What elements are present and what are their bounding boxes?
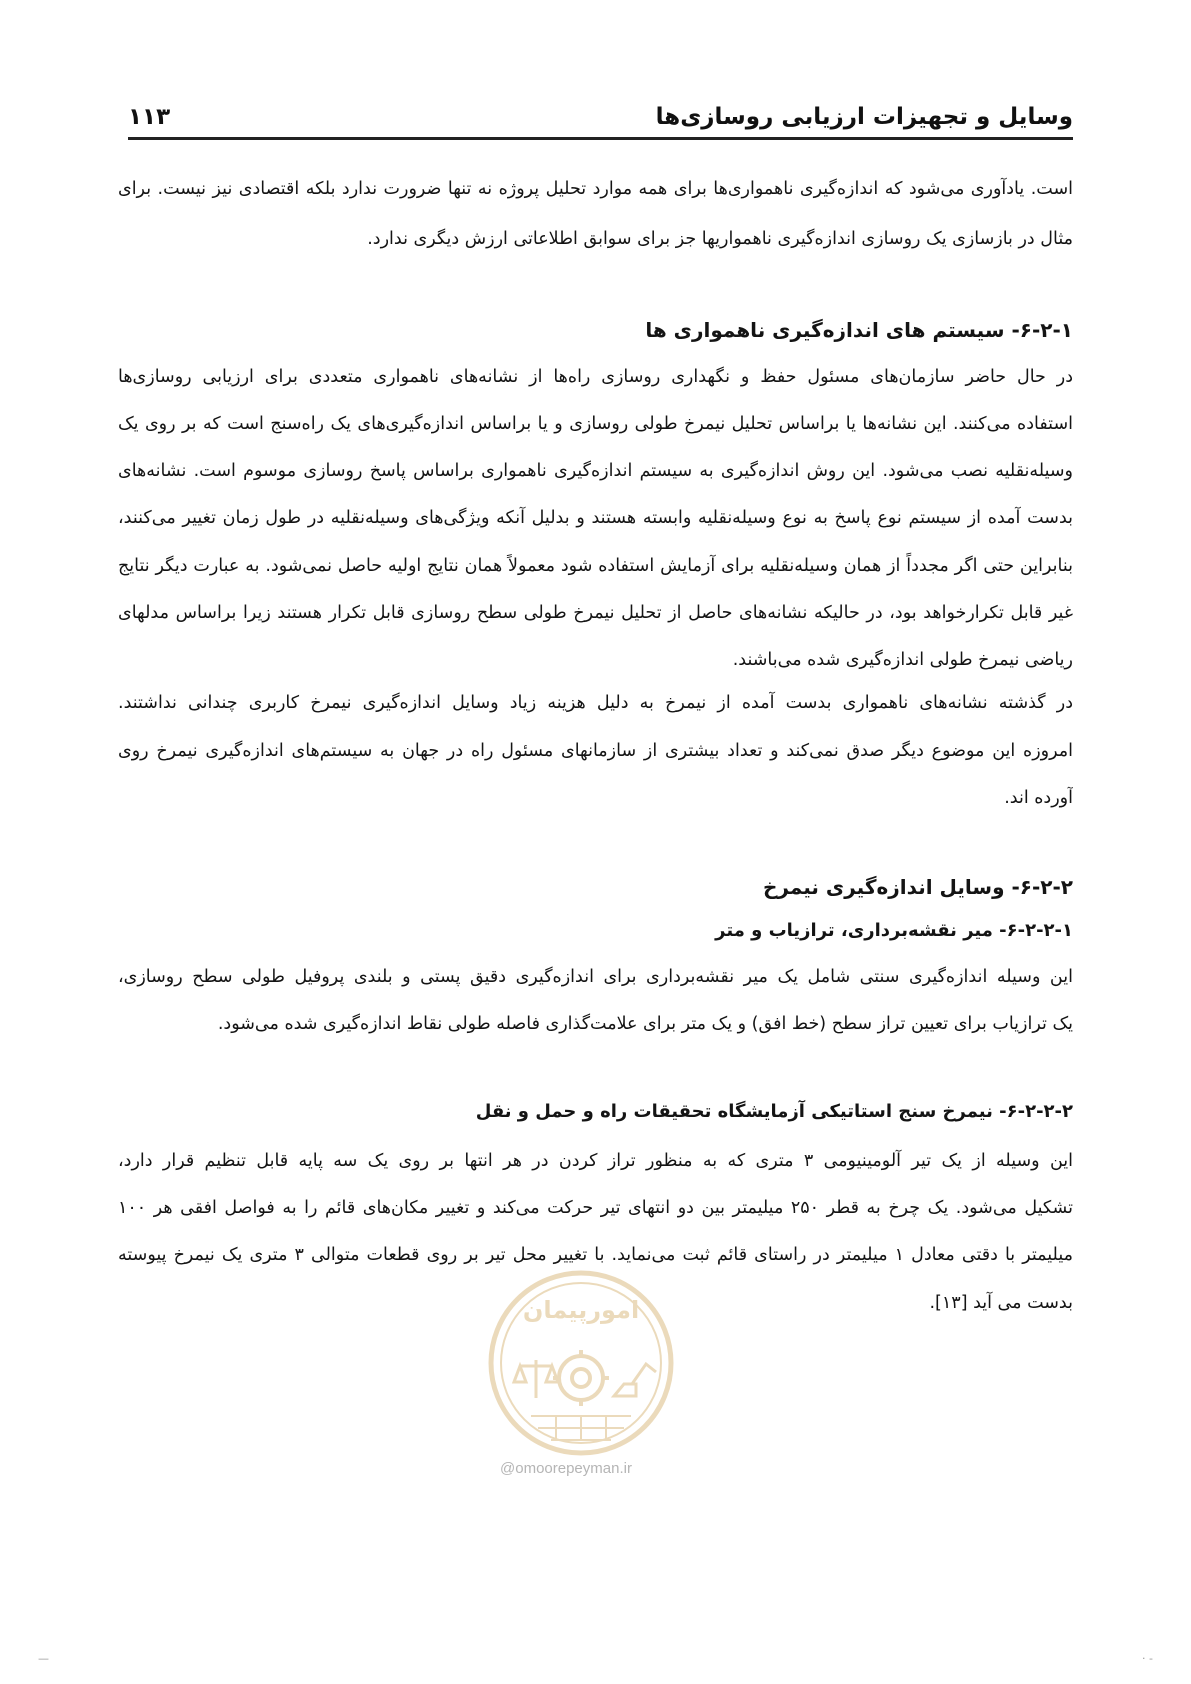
text-line: وسیله‌نقلیه نصب می‌شود. این روش اندازه‌گیری به سیستم اندازه‌گیری ناهمواری براساس پاسخ روسازی موسوم است. نشانه‌های xyxy=(118,461,1073,481)
brick-wall-icon xyxy=(531,1416,631,1440)
subsection-heading: ۶-۲-۲-۱- میر نقشه‌برداری، ترازیاب و متر xyxy=(715,920,1073,941)
text-line: بنابراین حتی اگر مجدداً از همان وسیله‌نقلیه برای آزمایش استفاده شود معمولاً همان نتایج اولیه حاصل نمی‌شود. به عبارت دیگر نتایج xyxy=(118,556,1073,576)
text-line: غیر قابل تکرارخواهد بود، در حالیکه نشانه‌های حاصل از تحلیل نیمرخ طولی سطح روسازی قابل تکرار هستند زیرا براساس مدلهای xyxy=(118,603,1073,623)
text-line: آورده اند. xyxy=(1004,788,1073,808)
scales-icon xyxy=(514,1360,558,1398)
text-line: این وسیله از یک تیر آلومینیومی ۳ متری که به منظور تراز کردن در هر انتها بر روی یک سه پایه قابل تنظیم قرار دارد، xyxy=(118,1151,1073,1171)
header-rule xyxy=(128,137,1073,140)
page-header xyxy=(128,100,1073,140)
seal-logo-text: امورپیمان xyxy=(522,1296,640,1324)
text-line: در گذشته نشانه‌های ناهمواری بدست آمده از نیمرخ به دلیل هزینه زیاد وسایل اندازه‌گیری نیمرخ کاربری چندانی نداشتند. xyxy=(118,693,1073,713)
watermark-seal xyxy=(486,1268,676,1458)
text-line: تشکیل می‌شود. یک چرخ به قطر ۲۵۰ میلیمتر بین دو انتهای تیر حرکت می‌کند و تغییر مکان‌های قائم را به فواصل افقی هر ۱۰۰ xyxy=(118,1198,1073,1218)
subsection-heading: ۶-۲-۲-۲- نیمرخ سنج استاتیکی آزمایشگاه تحقیقات راه و حمل و نقل xyxy=(475,1101,1073,1122)
scan-mark: — xyxy=(38,1652,49,1665)
section-heading: ۶-۲-۲- وسایل اندازه‌گیری نیمرخ xyxy=(763,875,1073,899)
gear-icon xyxy=(553,1350,609,1406)
text-line: این وسیله اندازه‌گیری سنتی شامل یک میر نقشه‌برداری برای اندازه‌گیری دقیق پستی و بلندی پروفیل طولی سطح روسازی، xyxy=(118,967,1073,987)
text-line: استفاده می‌کنند. این نشانه‌ها یا براساس تحلیل نیمرخ طولی روسازی و یا براساس اندازه‌گیری‌های یک راه‌سنج است که بر روی یک xyxy=(118,414,1073,434)
text-line: است. یادآوری می‌شود که اندازه‌گیری ناهمواری‌ها برای همه موارد تحلیل پروژه نه تنها ضرورت ندارد بلکه اقتصادی نیز نیست. برای xyxy=(118,179,1073,199)
text-line: امروزه این موضوع دیگر صدق نمی‌کند و تعداد بیشتری از سازمانهای مسئول راه در جهان به سیستم‌های اندازه‌گیری نیمرخ روی xyxy=(118,741,1073,761)
text-line: مثال در بازسازی یک روسازی اندازه‌گیری ناهمواریها جز برای سوابق اطلاعاتی ارزش دیگری ندارد. xyxy=(367,229,1073,249)
scan-mark: - · xyxy=(1142,1652,1153,1665)
excavator-icon xyxy=(614,1364,656,1396)
text-line: بدست می آید [۱۳]. xyxy=(929,1293,1073,1313)
text-line: در حال حاضر سازمان‌های مسئول حفظ و نگهداری روسازی راه‌ها از نشانه‌های ناهمواری متعددی برای ارزیابی روسازی‌ها xyxy=(118,367,1073,387)
text-line: یک ترازیاب برای تعیین تراز سطح (خط افق) و یک متر برای علامت‌گذاری فاصله طولی نقاط اندازه‌گیری شده می‌شود. xyxy=(217,1014,1073,1034)
running-title: وسایل و تجهیزات ارزیابی روسازی‌ها xyxy=(655,104,1073,130)
page-number: ۱۱۳ xyxy=(128,104,171,130)
watermark-url: @omoorepeyman.ir xyxy=(500,1460,632,1477)
section-heading: ۶-۲-۱- سیستم های اندازه‌گیری ناهمواری ها xyxy=(645,318,1073,342)
text-line: ریاضی نیمرخ طولی اندازه‌گیری شده می‌باشند. xyxy=(732,650,1073,670)
text-line: میلیمتر با دقتی معادل ۱ میلیمتر در راستای قائم ثبت می‌نماید. با تغییر محل تیر بر روی قطعات متوالی ۳ متری یک نیمرخ پیوسته xyxy=(118,1245,1073,1265)
text-line: بدست آمده از سیستم نوع پاسخ به نوع وسیله‌نقلیه وابسته هستند و بدلیل آنکه ویژگی‌های وسیله‌نقلیه در طول زمان تغییر می‌کنند، xyxy=(118,508,1073,528)
